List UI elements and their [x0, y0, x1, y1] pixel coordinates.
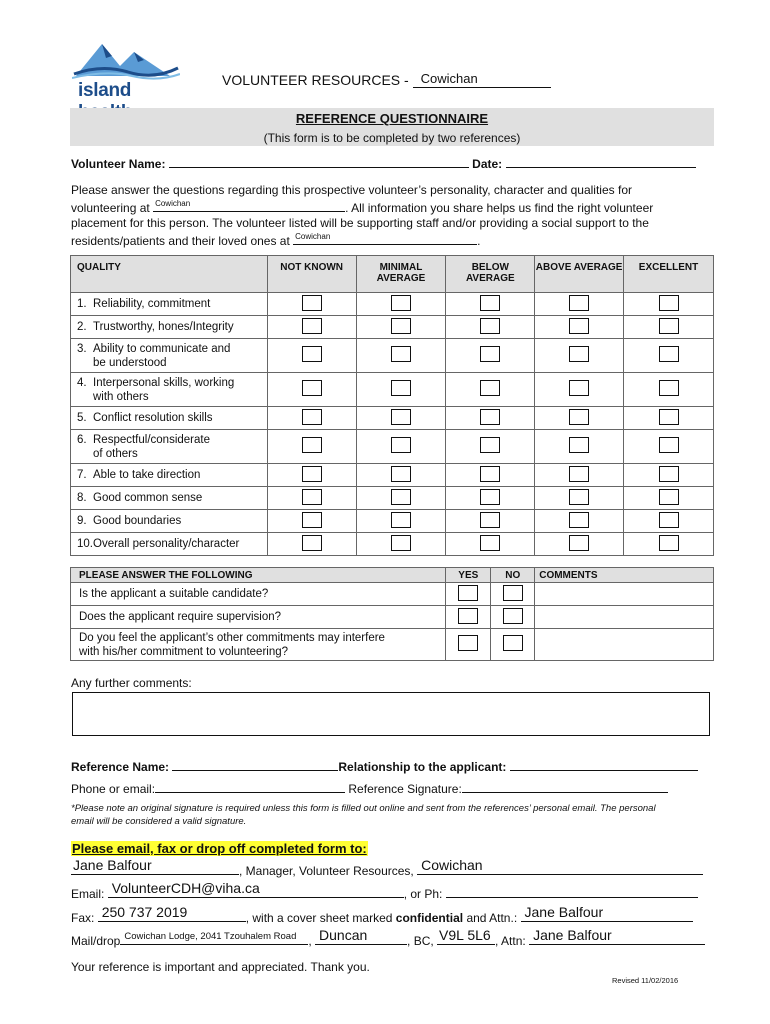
answer-cell-yes [446, 606, 491, 629]
comments-cell[interactable] [535, 606, 714, 629]
email-row [71, 882, 698, 901]
rating-cell-below-average [446, 407, 535, 430]
checkbox-not-known[interactable] [302, 535, 322, 551]
signature-note [71, 802, 711, 828]
quality-label [71, 373, 268, 407]
mountain-logo-icon [72, 38, 180, 80]
confidential-label: confidential [395, 911, 464, 925]
quality-number: 3. [77, 342, 87, 355]
closing-text: Your reference is important and appreciated. Thank you. [71, 960, 370, 974]
question-text: Does the applicant require supervision? [79, 611, 282, 623]
quality-label [71, 533, 268, 556]
please-header-row [71, 568, 714, 583]
answer-cell-yes [446, 629, 491, 661]
answer-cell-no [491, 606, 535, 629]
rating-cell-not-known [267, 487, 356, 510]
quality-label [71, 430, 268, 464]
mail-address-field[interactable] [120, 929, 308, 945]
quality-number: 1. [77, 298, 87, 310]
rating-cell-above-average [535, 464, 624, 487]
rating-cell-above-average [535, 430, 624, 464]
fax-value: 250 737 2019 [101, 904, 188, 920]
checkbox-below-average[interactable] [480, 512, 500, 528]
table-row [71, 464, 714, 487]
intro-paragraph [71, 183, 711, 249]
further-comments-label: Any further comments: [71, 676, 192, 690]
rating-cell-excellent [624, 407, 714, 430]
postal-value: V9L 5L6 [439, 927, 491, 943]
attn2-value: Jane Balfour [533, 927, 612, 943]
manager-site-value: Cowichan [421, 857, 483, 873]
quality-number: 2. [77, 321, 87, 333]
checkbox-above-average[interactable] [569, 346, 589, 362]
rating-cell-above-average [535, 339, 624, 373]
header-below-average: BELOW AVERAGE [446, 256, 535, 293]
header-no: NO [491, 568, 535, 583]
volunteer-name-label: Volunteer Name: [71, 157, 166, 171]
quality-text: Respectful/considerate [93, 433, 210, 446]
note-line-1: *Please note an original signature is required unless this form is filled out online and sent from the references’ personal email. The personal [71, 803, 656, 814]
checkbox-excellent[interactable] [659, 535, 679, 551]
checkbox-minimal-average[interactable] [391, 346, 411, 362]
rating-cell-above-average [535, 316, 624, 339]
phone-row [71, 780, 668, 796]
checkbox-excellent[interactable] [659, 489, 679, 505]
bc-text: , BC, [407, 934, 438, 948]
quality-text: Overall personality/character [93, 538, 240, 550]
header-minimal-average: MINIMAL AVERAGE [356, 256, 446, 293]
date-field[interactable] [506, 155, 696, 168]
quality-label [71, 464, 268, 487]
quality-text: Good common sense [93, 492, 203, 504]
checkbox-not-known[interactable] [302, 512, 322, 528]
rating-cell-excellent [624, 316, 714, 339]
rating-cell-excellent [624, 339, 714, 373]
title-prefix: VOLUNTEER RESOURCES - [222, 72, 413, 88]
header-please-answer: PLEASE ANSWER THE FOLLOWING [71, 568, 446, 583]
further-comments-box[interactable] [72, 692, 710, 736]
header-excellent: EXCELLENT [624, 256, 714, 293]
phone-field[interactable] [155, 780, 345, 793]
checkbox-above-average[interactable] [569, 512, 589, 528]
phone-label: Phone or email: [71, 782, 156, 796]
quality-number: 10. [77, 538, 93, 550]
relationship-label: Relationship to the applicant: [338, 760, 507, 774]
rating-cell-minimal-average [356, 339, 446, 373]
relationship-field[interactable] [510, 758, 698, 771]
table-row [71, 373, 714, 407]
checkbox-above-average[interactable] [569, 489, 589, 505]
rating-cell-below-average [446, 339, 535, 373]
rating-cell-below-average [446, 430, 535, 464]
rating-cell-minimal-average [356, 533, 446, 556]
mail-address-value: Cowichan Lodge, 2041 Tzouhalem Road [124, 931, 297, 942]
site-field-value: Cowichan [420, 71, 478, 86]
residence-location-field[interactable] [293, 232, 477, 245]
submit-heading: Please email, fax or drop off completed form to: [72, 841, 367, 856]
intro-line-4b: . [477, 233, 481, 248]
checkbox-below-average[interactable] [480, 346, 500, 362]
answer-cell-yes [446, 583, 491, 606]
rating-cell-excellent [624, 373, 714, 407]
rating-cell-not-known [267, 293, 356, 316]
checkbox-below-average[interactable] [480, 409, 500, 425]
quality-text-line-2: be understood [93, 356, 167, 369]
volunteer-resources-title [222, 72, 551, 88]
checkbox-below-average[interactable] [480, 535, 500, 551]
answer-cell-no [491, 629, 535, 661]
site-field[interactable] [413, 73, 551, 88]
quality-label [71, 293, 268, 316]
table-row [71, 316, 714, 339]
rating-cell-below-average [446, 373, 535, 407]
reference-name-row [71, 758, 698, 774]
reference-name-label: Reference Name: [71, 760, 170, 774]
header-quality: QUALITY [71, 256, 268, 293]
checkbox-excellent[interactable] [659, 437, 679, 453]
rating-cell-not-known [267, 373, 356, 407]
checkbox-minimal-average[interactable] [391, 318, 411, 334]
rating-cell-excellent [624, 533, 714, 556]
checkbox-not-known[interactable] [302, 409, 322, 425]
volunteer-location-field[interactable] [153, 199, 345, 212]
checkbox-not-known[interactable] [302, 295, 322, 311]
rating-cell-excellent [624, 430, 714, 464]
rating-cell-not-known [267, 510, 356, 533]
manager-name-value: Jane Balfour [73, 857, 152, 873]
rating-cell-below-average [446, 464, 535, 487]
postal-field[interactable] [437, 929, 495, 945]
question-label [71, 583, 446, 606]
table-row [71, 606, 714, 629]
quality-label [71, 487, 268, 510]
checkbox-excellent[interactable] [659, 512, 679, 528]
fax-row [71, 906, 693, 925]
checkbox-yes[interactable] [458, 635, 478, 651]
rating-cell-minimal-average [356, 316, 446, 339]
rating-cell-minimal-average [356, 464, 446, 487]
checkbox-minimal-average[interactable] [391, 535, 411, 551]
checkbox-not-known[interactable] [302, 437, 322, 453]
checkbox-excellent[interactable] [659, 409, 679, 425]
volunteer-location-value: Cowichan [155, 198, 191, 208]
checkbox-above-average[interactable] [569, 318, 589, 334]
checkbox-no[interactable] [503, 585, 523, 601]
quality-number: 4. [77, 376, 87, 389]
quality-number: 7. [77, 469, 87, 481]
rating-cell-above-average [535, 407, 624, 430]
checkbox-below-average[interactable] [480, 489, 500, 505]
rating-cell-not-known [267, 533, 356, 556]
rating-cell-above-average [535, 373, 624, 407]
quality-text: Interpersonal skills, working [93, 376, 235, 389]
table-row [71, 293, 714, 316]
email-label: Email: [71, 887, 105, 901]
checkbox-below-average[interactable] [480, 295, 500, 311]
table-row [71, 629, 714, 661]
quality-label [71, 510, 268, 533]
attn-label: and Attn.: [463, 911, 518, 925]
quality-text: Reliability, commitment [93, 298, 211, 310]
rating-cell-minimal-average [356, 293, 446, 316]
checkbox-not-known[interactable] [302, 489, 322, 505]
rating-cell-minimal-average [356, 487, 446, 510]
form-subtitle: (This form is to be completed by two references) [70, 130, 714, 146]
rating-cell-below-average [446, 510, 535, 533]
signature-label: Reference Signature: [348, 782, 462, 796]
table-row [71, 533, 714, 556]
rating-cell-excellent [624, 293, 714, 316]
intro-line-3: placement for this person. The volunteer listed will be supporting staff and/or providing a social support to the [71, 216, 649, 230]
rating-cell-minimal-average [356, 373, 446, 407]
table-row [71, 339, 714, 373]
quality-text: Ability to communicate and [93, 342, 231, 355]
table-row [71, 487, 714, 510]
rating-cell-above-average [535, 293, 624, 316]
logo-text: island [78, 80, 132, 101]
please-answer-table [70, 567, 714, 661]
signature-field[interactable] [462, 780, 668, 793]
checkbox-above-average[interactable] [569, 409, 589, 425]
checkbox-minimal-average[interactable] [391, 437, 411, 453]
checkbox-minimal-average[interactable] [391, 512, 411, 528]
mail-row: Mail/drop Cowichan Lodge, 2041 Tzouhalem Road , Duncan , BC, V9L 5L6 , Attn: Jane Balfour [71, 929, 705, 948]
quality-table-body [71, 293, 714, 556]
header-comments: COMMENTS [535, 568, 714, 583]
question-label [71, 606, 446, 629]
rating-cell-not-known [267, 407, 356, 430]
checkbox-yes[interactable] [458, 585, 478, 601]
intro-line-2 [71, 199, 711, 217]
rating-cell-below-average [446, 316, 535, 339]
checkbox-not-known[interactable] [302, 346, 322, 362]
checkbox-above-average[interactable] [569, 535, 589, 551]
fax-field[interactable] [98, 906, 246, 922]
attn-field[interactable] [521, 906, 693, 922]
checkbox-minimal-average[interactable] [391, 489, 411, 505]
checkbox-excellent[interactable] [659, 466, 679, 482]
checkbox-minimal-average[interactable] [391, 295, 411, 311]
manager-name-field[interactable] [71, 859, 239, 875]
table-row [71, 430, 714, 464]
comments-cell[interactable] [535, 629, 714, 661]
table-row [71, 583, 714, 606]
header-yes: YES [446, 568, 491, 583]
attn-value: Jane Balfour [524, 904, 604, 920]
checkbox-below-average[interactable] [480, 380, 500, 396]
rating-cell-above-average [535, 533, 624, 556]
rating-cell-minimal-average [356, 407, 446, 430]
island-health-logo [72, 38, 180, 106]
rating-cell-not-known [267, 430, 356, 464]
city-value: Duncan [319, 927, 368, 943]
quality-number: 8. [77, 492, 87, 504]
rating-cell-above-average [535, 510, 624, 533]
checkbox-minimal-average[interactable] [391, 466, 411, 482]
attn2-field[interactable] [529, 929, 705, 945]
question-text: Do you feel the applicant’s other commitments may interfere [79, 631, 385, 644]
manager-site-field[interactable] [417, 859, 703, 875]
volunteer-row [71, 155, 696, 171]
quality-table [70, 255, 714, 556]
intro-line-4 [71, 232, 711, 250]
quality-text-line-2: with others [93, 390, 149, 403]
rating-cell-minimal-average [356, 430, 446, 464]
city-field[interactable] [315, 929, 407, 945]
quality-text: Conflict resolution skills [93, 412, 213, 424]
quality-text-line-2: of others [93, 447, 138, 460]
attn2-label: , Attn: [495, 934, 526, 948]
rating-cell-not-known [267, 464, 356, 487]
intro-line-4a: residents/patients and their loved ones at [71, 233, 294, 248]
table-row [71, 510, 714, 533]
quality-number: 5. [77, 412, 87, 424]
intro-line-1: Please answer the questions regarding this prospective volunteer’s personality, character and qualities for [71, 183, 632, 197]
email-value: VolunteerCDH@viha.ca [111, 880, 260, 896]
rating-cell-not-known [267, 339, 356, 373]
quality-text: Trustworthy, hones/Integrity [93, 321, 234, 333]
checkbox-not-known[interactable] [302, 466, 322, 482]
checkbox-not-known[interactable] [302, 318, 322, 334]
rating-cell-not-known [267, 316, 356, 339]
rating-cell-excellent [624, 510, 714, 533]
intro-line-2b: . All information you share helps us find the right volunteer [345, 200, 654, 215]
checkbox-above-average[interactable] [569, 466, 589, 482]
checkbox-no[interactable] [503, 608, 523, 624]
checkbox-not-known[interactable] [302, 380, 322, 396]
checkbox-above-average[interactable] [569, 380, 589, 396]
rating-cell-excellent [624, 487, 714, 510]
email-field[interactable] [108, 882, 404, 898]
reference-name-field[interactable] [172, 758, 338, 771]
quality-text: Able to take direction [93, 469, 201, 481]
checkbox-above-average[interactable] [569, 437, 589, 453]
fax-label: Fax: [71, 911, 95, 925]
quality-label [71, 339, 268, 373]
checkbox-above-average[interactable] [569, 295, 589, 311]
question-text-line-2: with his/her commitment to volunteering? [79, 645, 289, 658]
checkbox-below-average[interactable] [480, 466, 500, 482]
ph-label: , or Ph: [403, 887, 443, 901]
mail-label: Mail/drop [71, 934, 121, 948]
form-title: REFERENCE QUESTIONNAIRE [70, 108, 714, 130]
checkbox-yes[interactable] [458, 608, 478, 624]
header-not-known: NOT KNOWN [267, 256, 356, 293]
checkbox-excellent[interactable] [659, 380, 679, 396]
checkbox-minimal-average[interactable] [391, 380, 411, 396]
cover-text: , with a cover sheet marked [245, 911, 396, 925]
rating-cell-minimal-average [356, 510, 446, 533]
rating-cell-below-average [446, 293, 535, 316]
quality-text: Good boundaries [93, 515, 182, 527]
ph-field[interactable] [446, 885, 698, 898]
answer-cell-no [491, 583, 535, 606]
note-line-2: email will be considered a valid signature. [71, 816, 247, 827]
question-label [71, 629, 446, 661]
rating-cell-below-average [446, 487, 535, 510]
rating-cell-excellent [624, 464, 714, 487]
table-row [71, 407, 714, 430]
checkbox-excellent[interactable] [659, 346, 679, 362]
checkbox-below-average[interactable] [480, 437, 500, 453]
checkbox-minimal-average[interactable] [391, 409, 411, 425]
checkbox-below-average[interactable] [480, 318, 500, 334]
checkbox-excellent[interactable] [659, 318, 679, 334]
quality-label [71, 407, 268, 430]
quality-label [71, 316, 268, 339]
volunteer-name-field[interactable] [169, 155, 469, 168]
revised-date: Revised 11/02/2016 [612, 976, 679, 985]
intro-line-2a: volunteering at [71, 200, 154, 215]
header-above-average: ABOVE AVERAGE [535, 256, 624, 293]
manager-text: , Manager, Volunteer Resources, [239, 864, 418, 878]
quality-number: 6. [77, 433, 87, 446]
manager-row [71, 859, 703, 878]
quality-header-row [71, 256, 714, 293]
rating-cell-below-average [446, 533, 535, 556]
checkbox-excellent[interactable] [659, 295, 679, 311]
rating-cell-above-average [535, 487, 624, 510]
quality-number: 9. [77, 515, 87, 527]
comments-cell[interactable] [535, 583, 714, 606]
checkbox-no[interactable] [503, 635, 523, 651]
residence-location-value: Cowichan [295, 231, 331, 241]
question-text: Is the applicant a suitable candidate? [79, 588, 269, 600]
please-table-body [71, 583, 714, 661]
date-label: Date: [472, 157, 503, 171]
